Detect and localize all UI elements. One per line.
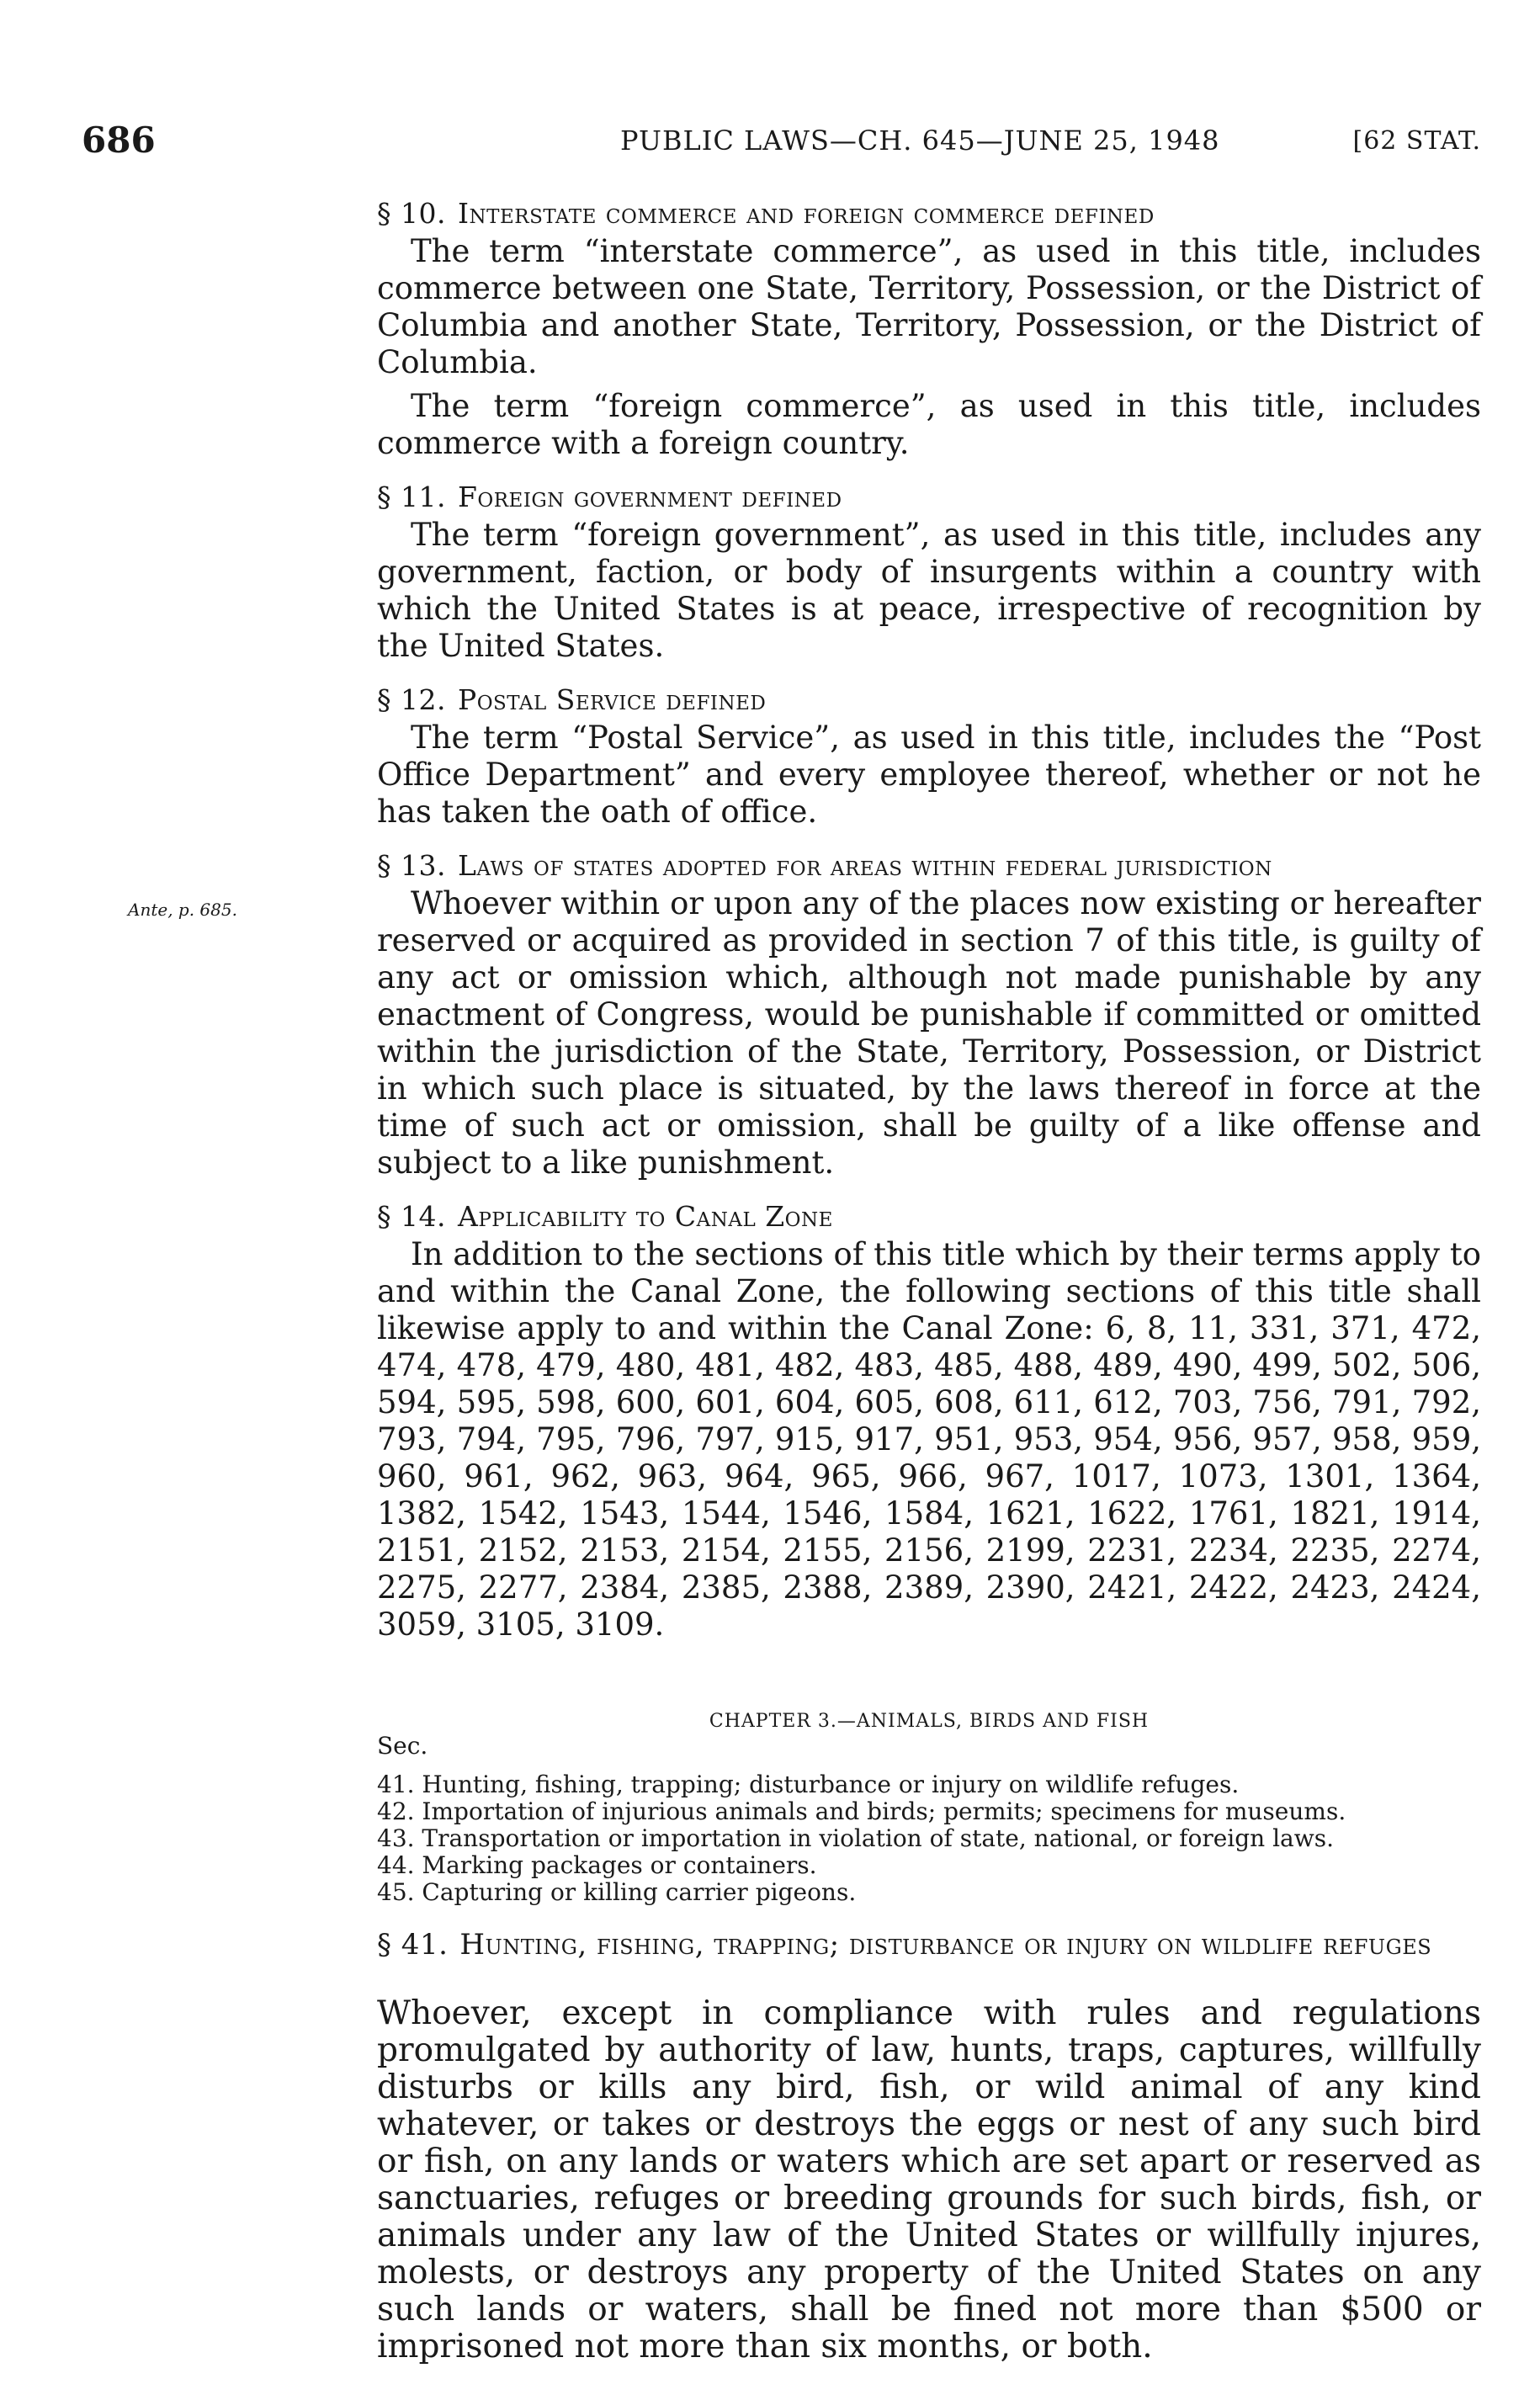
section-title: Hunting, fishing, trapping; disturbance or injury on wildlife refuges <box>459 1928 1432 1962</box>
section-14 <box>377 1200 1481 1643</box>
section-number: § 12. <box>377 683 446 716</box>
paragraph: In addition to the sections of this title which by their terms apply to and within the Canal Zone, the following sections of this title shall likewise apply to and within the Canal Zone: 6, 8, 11, 331, 371, 472, 474, 478, 479, 480, 481, 482, 483, 485, 488, 489, 490, 499, 502, 506, 594, 595, 598, 600, 601, 604, 605, 608, 611, 612, 703, 756, 791, 792, 793, 794, 795, 796, 797, 915, 917, 951, 953, 954, 956, 957, 958, 959, 960, 961, 962, 963, 964, 965, 966, 967, 1017, 1073, 1301, 1364, 1382, 1542, 1543, 1544, 1546, 1584, 1621, 1622, 1761, 1821, 1914, 2151, 2152, 2153, 2154, 2155, 2156, 2199, 2231, 2234, 2235, 2274, 2275, 2277, 2384, 2385, 2388, 2389, 2390, 2421, 2422, 2423, 2424, 3059, 3105, 3109. <box>377 1236 1481 1643</box>
section-number: § 13. <box>377 849 446 882</box>
toc-item: 42. Importation of injurious animals and birds; permits; specimens for museums. <box>377 1797 1346 1825</box>
section-number: § 14. <box>377 1200 446 1233</box>
toc-item: 41. Hunting, fishing, trapping; disturbance or injury on wildlife refuges. <box>377 1771 1240 1798</box>
section-title: Postal Service defined <box>457 683 767 716</box>
section-13 <box>128 849 1481 1181</box>
margin-note: Ante, p. 685. <box>128 900 237 920</box>
page-header <box>82 119 1481 170</box>
page-number: 686 <box>82 119 156 161</box>
section-heading <box>377 683 1481 716</box>
section-12 <box>377 683 1481 831</box>
paragraph: Whoever within or upon any of the places now existing or hereafter reserved or acquired as provided in section 7 of this title, is guilty of any act or omission which, although not made punishable by any enactment of Congress, would be punishable if committed or omitted within the jurisdiction of the State, Territory, Possession, or District in which such place is situated, by the laws thereof in force at the time of such act or omission, shall be guilty of a like offense and subject to a like punishment. <box>377 885 1481 1181</box>
paragraph: Whoever, except in compliance with rules and regulations promulgated by authority of law, hunts, traps, captures, willfully disturbs or kills any bird, fish, or wild animal of any kind whatever, or takes or destroys the eggs or nest of any such bird or fish, on any lands or waters which are set apart or reserved as sanctuaries, refuges or breeding grounds for such birds, fish, or animals under any law of the United States or willfully injures, molests, or destroys any property of the United States on any such lands or waters, shall be fined not more than $500 or imprisoned not more than six months, or both. <box>377 1994 1481 2365</box>
section-number: § 10. <box>377 197 446 230</box>
toc-item: 43. Transportation or importation in violation of state, national, or foreign laws. <box>377 1824 1334 1852</box>
statute-reference: [62 STAT. <box>1352 126 1481 156</box>
section-title: Foreign government defined <box>457 481 842 513</box>
section-heading <box>377 481 1481 513</box>
section-heading <box>377 1200 1481 1233</box>
toc-item: 44. Marking packages or containers. <box>377 1851 817 1879</box>
chapter-3 <box>377 1711 1481 1906</box>
section-heading <box>377 1928 1481 1962</box>
section-title: Laws of states adopted for areas within federal jurisdiction <box>457 849 1272 882</box>
running-head: PUBLIC LAWS—CH. 645—JUNE 25, 1948 <box>620 125 1220 157</box>
section-11 <box>377 481 1481 665</box>
chapter-title: CHAPTER 3.—ANIMALS, BIRDS AND FISH <box>709 1711 1150 1732</box>
section-number: § 41. <box>377 1928 449 1962</box>
section-title: Interstate commerce and foreign commerce defined <box>457 197 1155 230</box>
paragraph: The term “interstate commerce”, as used in this title, includes commerce between one State, Territory, Possession, or the District of Columbia and another State, Territory, Possession, or the District of Columbia. <box>377 233 1481 380</box>
page-body <box>128 197 1481 2384</box>
section-title: Applicability to Canal Zone <box>457 1200 833 1233</box>
toc-item: 45. Capturing or killing carrier pigeons. <box>377 1878 857 1906</box>
paragraph: The term “foreign government”, as used in this title, includes any government, faction, or body of insurgents within a country with which the United States is at peace, irrespective of recognition by the United States. <box>377 517 1481 664</box>
paragraph: The term “Postal Service”, as used in this title, includes the “Post Office Department” and every employee thereof, whether or not he has taken the oath of office. <box>377 719 1481 830</box>
paragraph: The term “foreign commerce”, as used in this title, includes commerce with a foreign country. <box>377 388 1481 461</box>
section-heading <box>377 197 1481 230</box>
sec-label: Sec. <box>377 1732 428 1760</box>
section-41 <box>377 1928 1481 2365</box>
section-10 <box>377 197 1481 462</box>
section-number: § 11. <box>377 481 446 513</box>
section-heading <box>377 849 1481 882</box>
